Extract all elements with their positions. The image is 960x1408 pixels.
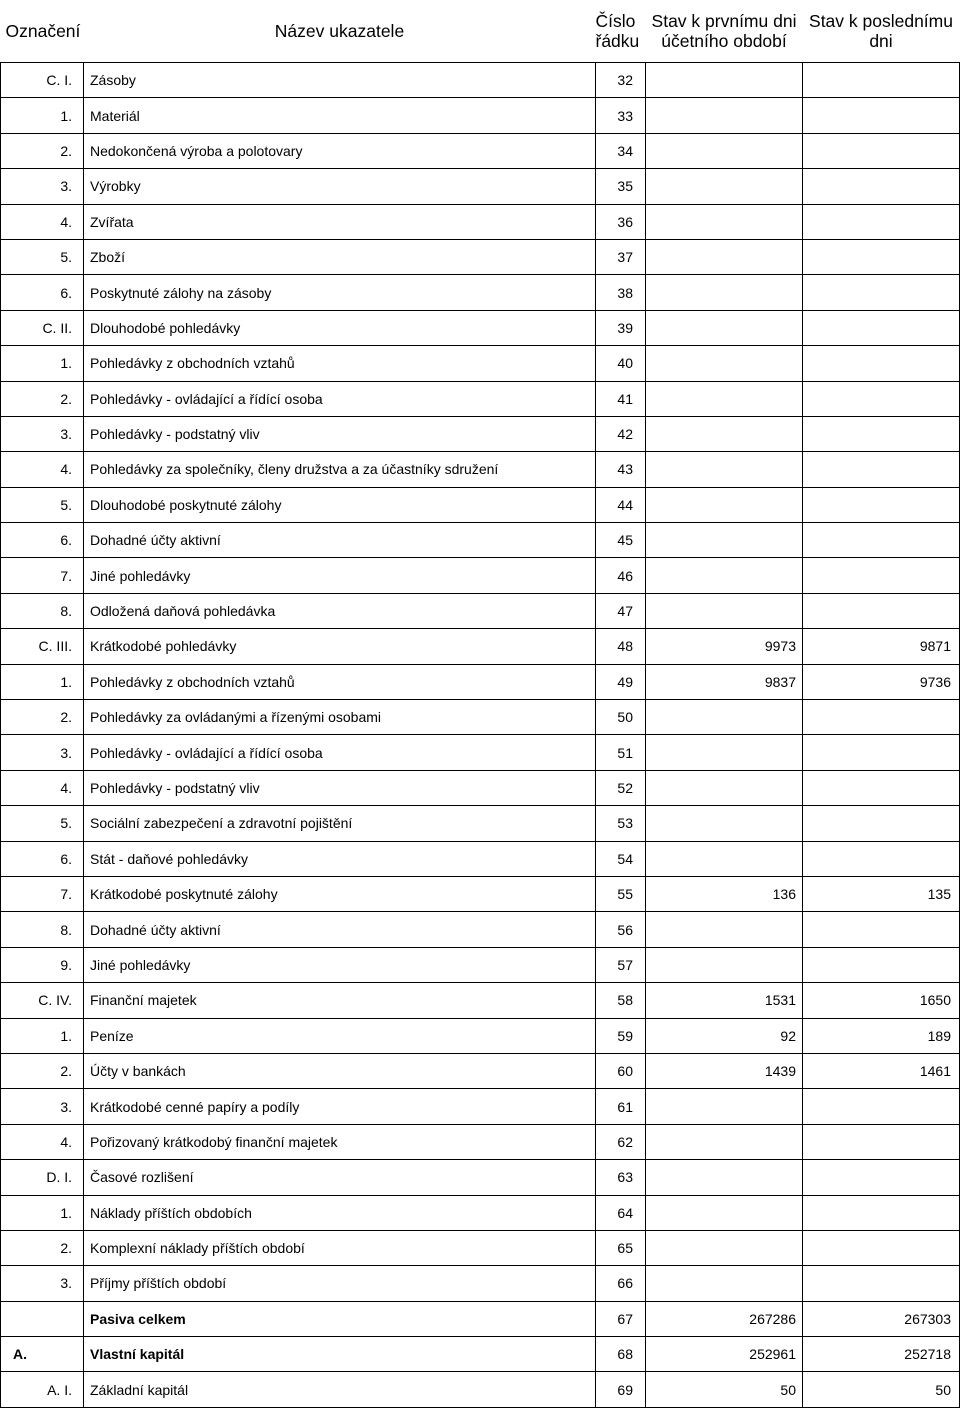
row-number: 69 (596, 1372, 646, 1407)
header-row-number-line2: řádku (595, 31, 640, 51)
table-row (1, 381, 960, 416)
row-code: 2. (1, 133, 84, 168)
table-row (1, 98, 960, 133)
row-name: Jiné pohledávky (84, 947, 596, 982)
table-row (1, 629, 960, 664)
row-value-first-day (646, 735, 803, 770)
row-number: 49 (596, 664, 646, 699)
table-row (1, 487, 960, 522)
row-code: 4. (1, 1124, 84, 1159)
row-name: Krátkodobé poskytnuté zálohy (84, 876, 596, 911)
row-name: Pohledávky - podstatný vliv (84, 416, 596, 451)
row-value-last-day (803, 452, 960, 487)
table-row (1, 806, 960, 841)
row-number: 51 (596, 735, 646, 770)
row-value-last-day (803, 593, 960, 628)
row-value-last-day (803, 346, 960, 381)
row-code: D. I. (1, 1160, 84, 1195)
row-value-first-day (646, 310, 803, 345)
row-code: 5. (1, 806, 84, 841)
row-number: 63 (596, 1160, 646, 1195)
row-value-first-day: 9837 (646, 664, 803, 699)
table-row (1, 876, 960, 911)
row-value-first-day (646, 381, 803, 416)
row-value-first-day (646, 1160, 803, 1195)
row-name: Dohadné účty aktivní (84, 523, 596, 558)
row-name: Pohledávky za ovládanými a řízenými osobami (84, 700, 596, 735)
row-code (1, 1301, 84, 1336)
table-row (1, 1230, 960, 1265)
row-value-last-day: 50 (803, 1372, 960, 1407)
table-row (1, 1018, 960, 1053)
row-value-first-day (646, 169, 803, 204)
row-value-first-day (646, 487, 803, 522)
row-value-last-day (803, 310, 960, 345)
table-row (1, 239, 960, 274)
row-value-first-day: 267286 (646, 1301, 803, 1336)
row-value-first-day (646, 558, 803, 593)
row-code: 6. (1, 841, 84, 876)
row-value-first-day: 1439 (646, 1053, 803, 1088)
row-value-first-day (646, 1124, 803, 1159)
row-value-first-day (646, 275, 803, 310)
row-value-last-day (803, 275, 960, 310)
row-name: Dlouhodobé poskytnuté zálohy (84, 487, 596, 522)
table-row (1, 947, 960, 982)
row-value-last-day (803, 735, 960, 770)
row-name: Pohledávky za společníky, členy družstva a za účastníky sdružení (84, 452, 596, 487)
row-code: 6. (1, 523, 84, 558)
row-number: 67 (596, 1301, 646, 1336)
row-value-last-day (803, 1124, 960, 1159)
row-name: Pohledávky z obchodních vztahů (84, 664, 596, 699)
table-row (1, 275, 960, 310)
row-value-first-day (646, 1195, 803, 1230)
row-code: 1. (1, 1195, 84, 1230)
table-row (1, 664, 960, 699)
row-value-first-day (646, 452, 803, 487)
table-row (1, 1266, 960, 1301)
row-number: 54 (596, 841, 646, 876)
row-name: Pasiva celkem (84, 1301, 596, 1336)
row-value-first-day: 252961 (646, 1337, 803, 1372)
row-number: 55 (596, 876, 646, 911)
row-number: 47 (596, 593, 646, 628)
row-value-last-day: 135 (803, 876, 960, 911)
row-number: 66 (596, 1266, 646, 1301)
header-first-day (646, 0, 803, 63)
row-number: 32 (596, 63, 646, 98)
row-number: 57 (596, 947, 646, 982)
row-name: Pohledávky - ovládající a řídící osoba (84, 381, 596, 416)
row-name: Krátkodobé pohledávky (84, 629, 596, 664)
row-code: 4. (1, 204, 84, 239)
row-code: 9. (1, 947, 84, 982)
row-name: Časové rozlišení (84, 1160, 596, 1195)
row-value-last-day (803, 770, 960, 805)
row-value-first-day (646, 947, 803, 982)
row-value-last-day (803, 700, 960, 735)
row-code: 4. (1, 770, 84, 805)
table-row (1, 1337, 960, 1372)
row-name: Zvířata (84, 204, 596, 239)
row-value-first-day (646, 98, 803, 133)
table-row (1, 346, 960, 381)
table-row (1, 770, 960, 805)
row-number: 62 (596, 1124, 646, 1159)
row-value-last-day (803, 523, 960, 558)
header-last-day (803, 0, 960, 63)
row-code: A. (1, 1337, 84, 1372)
row-name: Zásoby (84, 63, 596, 98)
row-code: 8. (1, 593, 84, 628)
row-value-first-day (646, 593, 803, 628)
row-value-last-day: 252718 (803, 1337, 960, 1372)
header-row-number (596, 0, 646, 63)
header-row-number-line1: Číslo (595, 11, 636, 31)
row-name: Výrobky (84, 169, 596, 204)
row-code: 7. (1, 876, 84, 911)
row-value-first-day (646, 133, 803, 168)
row-name: Stát - daňové pohledávky (84, 841, 596, 876)
row-number: 34 (596, 133, 646, 168)
row-number: 52 (596, 770, 646, 805)
table-row (1, 133, 960, 168)
row-name: Dohadné účty aktivní (84, 912, 596, 947)
row-code: 3. (1, 169, 84, 204)
row-name: Jiné pohledávky (84, 558, 596, 593)
row-value-first-day (646, 1089, 803, 1124)
row-code: 3. (1, 416, 84, 451)
row-value-first-day (646, 346, 803, 381)
row-value-first-day (646, 912, 803, 947)
row-number: 68 (596, 1337, 646, 1372)
row-code: 1. (1, 664, 84, 699)
row-code: 2. (1, 381, 84, 416)
row-number: 65 (596, 1230, 646, 1265)
row-value-first-day (646, 806, 803, 841)
row-value-first-day (646, 416, 803, 451)
row-code: 7. (1, 558, 84, 593)
row-number: 59 (596, 1018, 646, 1053)
row-value-last-day (803, 806, 960, 841)
row-code: C. II. (1, 310, 84, 345)
row-code: 5. (1, 239, 84, 274)
row-value-first-day: 50 (646, 1372, 803, 1407)
table-row (1, 593, 960, 628)
row-name: Finanční majetek (84, 983, 596, 1018)
row-code: C. I. (1, 63, 84, 98)
table-row (1, 700, 960, 735)
table-row (1, 735, 960, 770)
row-value-first-day (646, 841, 803, 876)
row-value-first-day (646, 700, 803, 735)
row-value-last-day (803, 947, 960, 982)
row-value-last-day (803, 98, 960, 133)
row-value-first-day (646, 1230, 803, 1265)
table-row (1, 1160, 960, 1195)
row-value-last-day (803, 841, 960, 876)
row-code: 1. (1, 346, 84, 381)
table-row (1, 1301, 960, 1336)
row-value-last-day (803, 239, 960, 274)
row-value-first-day: 92 (646, 1018, 803, 1053)
row-number: 56 (596, 912, 646, 947)
header-first-day-line1: Stav k prvnímu dni (651, 11, 797, 31)
row-name: Účty v bankách (84, 1053, 596, 1088)
row-name: Pohledávky - podstatný vliv (84, 770, 596, 805)
row-code: 2. (1, 1053, 84, 1088)
row-name: Peníze (84, 1018, 596, 1053)
row-code: 1. (1, 98, 84, 133)
row-code: 8. (1, 912, 84, 947)
row-value-last-day (803, 204, 960, 239)
row-name: Základní kapitál (84, 1372, 596, 1407)
row-value-first-day: 136 (646, 876, 803, 911)
table-row (1, 523, 960, 558)
row-code: 3. (1, 735, 84, 770)
table-row (1, 558, 960, 593)
row-name: Příjmy příštích období (84, 1266, 596, 1301)
row-name: Pohledávky - ovládající a řídící osoba (84, 735, 596, 770)
row-value-last-day (803, 133, 960, 168)
row-number: 40 (596, 346, 646, 381)
table-row (1, 1124, 960, 1159)
row-number: 36 (596, 204, 646, 239)
row-value-last-day: 267303 (803, 1301, 960, 1336)
row-code: 4. (1, 452, 84, 487)
row-code: 2. (1, 1230, 84, 1265)
row-number: 53 (596, 806, 646, 841)
row-value-last-day (803, 1089, 960, 1124)
row-value-last-day (803, 416, 960, 451)
row-name: Pořizovaný krátkodobý finanční majetek (84, 1124, 596, 1159)
row-code: 1. (1, 1018, 84, 1053)
row-number: 35 (596, 169, 646, 204)
table-row (1, 416, 960, 451)
row-number: 41 (596, 381, 646, 416)
row-value-first-day (646, 204, 803, 239)
row-number: 46 (596, 558, 646, 593)
row-code: 5. (1, 487, 84, 522)
row-code: 3. (1, 1089, 84, 1124)
row-number: 33 (596, 98, 646, 133)
header-code: Označení (1, 0, 84, 63)
row-code: C. IV. (1, 983, 84, 1018)
row-number: 45 (596, 523, 646, 558)
row-name: Odložená daňová pohledávka (84, 593, 596, 628)
row-code: C. III. (1, 629, 84, 664)
row-number: 37 (596, 239, 646, 274)
row-number: 64 (596, 1195, 646, 1230)
table-row (1, 204, 960, 239)
row-name: Sociální zabezpečení a zdravotní pojištění (84, 806, 596, 841)
row-code: 2. (1, 700, 84, 735)
row-name: Náklady příštích obdobích (84, 1195, 596, 1230)
row-code: A. I. (1, 1372, 84, 1407)
row-number: 44 (596, 487, 646, 522)
table-row (1, 310, 960, 345)
row-value-first-day (646, 63, 803, 98)
table-row (1, 1053, 960, 1088)
row-value-first-day (646, 770, 803, 805)
row-value-last-day: 1461 (803, 1053, 960, 1088)
row-number: 43 (596, 452, 646, 487)
table-row (1, 912, 960, 947)
row-number: 39 (596, 310, 646, 345)
row-value-first-day: 9973 (646, 629, 803, 664)
row-value-last-day (803, 63, 960, 98)
row-value-last-day: 189 (803, 1018, 960, 1053)
row-value-last-day (803, 169, 960, 204)
header-first-day-line2: účetního období (661, 31, 787, 51)
table-body (1, 63, 960, 1408)
row-value-first-day (646, 523, 803, 558)
header-last-day-line1: Stav k poslednímu (809, 11, 953, 31)
row-number: 60 (596, 1053, 646, 1088)
row-number: 50 (596, 700, 646, 735)
row-name: Nedokončená výroba a polotovary (84, 133, 596, 168)
row-value-first-day (646, 1266, 803, 1301)
row-number: 48 (596, 629, 646, 664)
row-number: 58 (596, 983, 646, 1018)
row-name: Materiál (84, 98, 596, 133)
row-name: Krátkodobé cenné papíry a podíly (84, 1089, 596, 1124)
table-row (1, 169, 960, 204)
header-last-day-line2: dni (869, 31, 893, 51)
row-code: 6. (1, 275, 84, 310)
row-value-last-day: 9871 (803, 629, 960, 664)
row-name: Dlouhodobé pohledávky (84, 310, 596, 345)
row-value-last-day (803, 1195, 960, 1230)
row-value-first-day: 1531 (646, 983, 803, 1018)
table-row (1, 452, 960, 487)
row-value-last-day (803, 1266, 960, 1301)
table-row (1, 983, 960, 1018)
row-name: Vlastní kapitál (84, 1337, 596, 1372)
row-value-last-day (803, 558, 960, 593)
row-number: 38 (596, 275, 646, 310)
table-row (1, 1089, 960, 1124)
row-number: 61 (596, 1089, 646, 1124)
table-row (1, 1372, 960, 1407)
row-value-last-day (803, 1160, 960, 1195)
row-name: Pohledávky z obchodních vztahů (84, 346, 596, 381)
row-number: 42 (596, 416, 646, 451)
table-row (1, 1195, 960, 1230)
row-value-last-day: 9736 (803, 664, 960, 699)
row-value-last-day: 1650 (803, 983, 960, 1018)
row-name: Poskytnuté zálohy na zásoby (84, 275, 596, 310)
header-name: Název ukazatele (84, 0, 596, 63)
row-value-last-day (803, 487, 960, 522)
row-code: 3. (1, 1266, 84, 1301)
row-name: Zboží (84, 239, 596, 274)
row-value-last-day (803, 381, 960, 416)
row-value-last-day (803, 912, 960, 947)
table-row (1, 841, 960, 876)
row-value-first-day (646, 239, 803, 274)
table-row (1, 63, 960, 98)
row-name: Komplexní náklady příštích období (84, 1230, 596, 1265)
table-header-row (1, 0, 960, 63)
row-value-last-day (803, 1230, 960, 1265)
